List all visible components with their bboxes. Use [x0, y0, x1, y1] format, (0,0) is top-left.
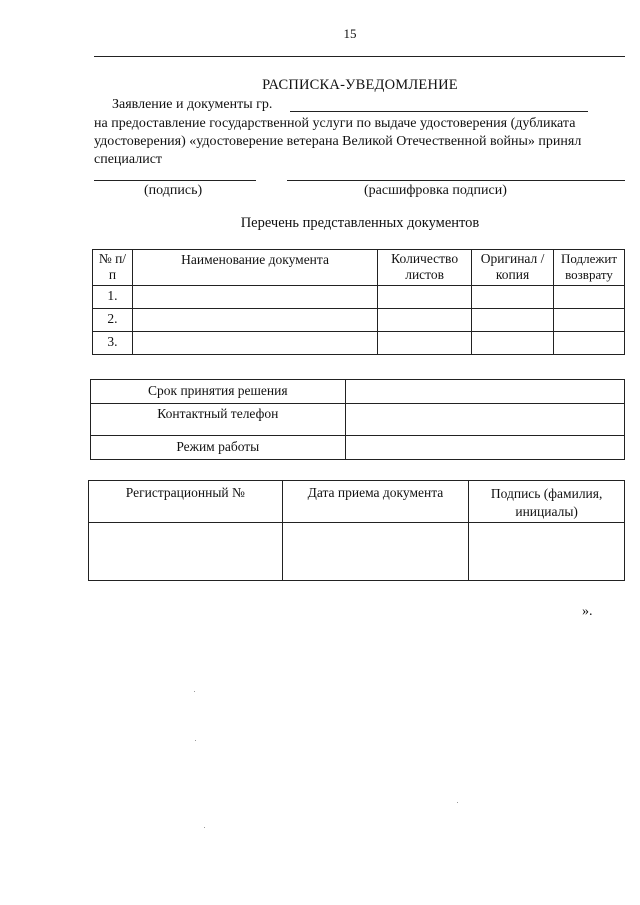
work-hours-label: Режим работы — [91, 436, 346, 460]
row-number: 2. — [93, 309, 133, 332]
table-row — [91, 436, 625, 460]
signature-transcript-field[interactable] — [287, 180, 625, 181]
header-original-copy: Оригинал /копия — [472, 250, 554, 286]
statement-line-4: специалист — [94, 152, 163, 167]
table-row — [93, 332, 625, 355]
statement-line-2: на предоставление государственной услуги по выдаче удостоверения (дубликата — [94, 116, 576, 131]
original-copy-cell[interactable] — [472, 309, 554, 332]
documents-heading: Перечень представленных документов — [240, 215, 480, 231]
sheet-count-cell[interactable] — [378, 309, 472, 332]
closing-quote: ». — [582, 604, 593, 619]
receipt-date-cell[interactable] — [282, 523, 469, 581]
header-divider — [94, 56, 625, 57]
return-cell[interactable] — [554, 332, 625, 355]
statement-line-1: Заявление и документы гр. — [112, 97, 273, 112]
header-registration-number: Регистрационный № — [89, 481, 283, 523]
contact-phone-value[interactable] — [345, 404, 624, 436]
registration-number-cell[interactable] — [89, 523, 283, 581]
contact-phone-label: Контактный телефон — [91, 404, 346, 436]
document-title: РАСПИСКА-УВЕДОМЛЕНИЕ — [262, 77, 458, 93]
header-return: Подлежит возврату — [554, 250, 625, 286]
header-signature: Подпись (фамилия, инициалы) — [469, 481, 625, 523]
document-name-cell[interactable] — [132, 309, 377, 332]
applicant-name-field[interactable] — [290, 111, 588, 112]
scan-speck — [457, 802, 458, 803]
documents-table — [92, 249, 625, 355]
documents-table-header — [93, 250, 625, 286]
return-cell[interactable] — [554, 309, 625, 332]
table-row — [91, 380, 625, 404]
decision-term-label: Срок принятия решения — [91, 380, 346, 404]
scan-speck — [195, 740, 196, 741]
info-table — [90, 379, 625, 460]
header-number: № п/п — [93, 250, 133, 286]
sheet-count-cell[interactable] — [378, 286, 472, 309]
sheet-count-cell[interactable] — [378, 332, 472, 355]
decision-term-value[interactable] — [345, 380, 624, 404]
signature-cell[interactable] — [469, 523, 625, 581]
row-number: 3. — [93, 332, 133, 355]
scan-speck — [194, 691, 195, 692]
header-document-name: Наименование документа — [132, 250, 377, 286]
signature-transcript-caption: (расшифровка подписи) — [364, 183, 507, 198]
document-name-cell[interactable] — [132, 286, 377, 309]
registration-table-header — [89, 481, 625, 523]
work-hours-value[interactable] — [345, 436, 624, 460]
return-cell[interactable] — [554, 286, 625, 309]
document-name-cell[interactable] — [132, 332, 377, 355]
registration-table — [88, 480, 625, 581]
row-number: 1. — [93, 286, 133, 309]
original-copy-cell[interactable] — [472, 332, 554, 355]
signature-caption: (подпись) — [144, 183, 203, 198]
table-row — [93, 309, 625, 332]
header-receipt-date: Дата приема документа — [282, 481, 469, 523]
table-row — [93, 286, 625, 309]
header-sheet-count: Количество листов — [378, 250, 472, 286]
table-row — [89, 523, 625, 581]
statement-line-3: удостоверения) «удостоверение ветерана Великой Отечественной войны» принял — [94, 134, 582, 149]
signature-field[interactable] — [94, 180, 256, 181]
scan-speck — [204, 827, 205, 828]
page-number: 15 — [343, 26, 357, 41]
table-row — [91, 404, 625, 436]
original-copy-cell[interactable] — [472, 286, 554, 309]
